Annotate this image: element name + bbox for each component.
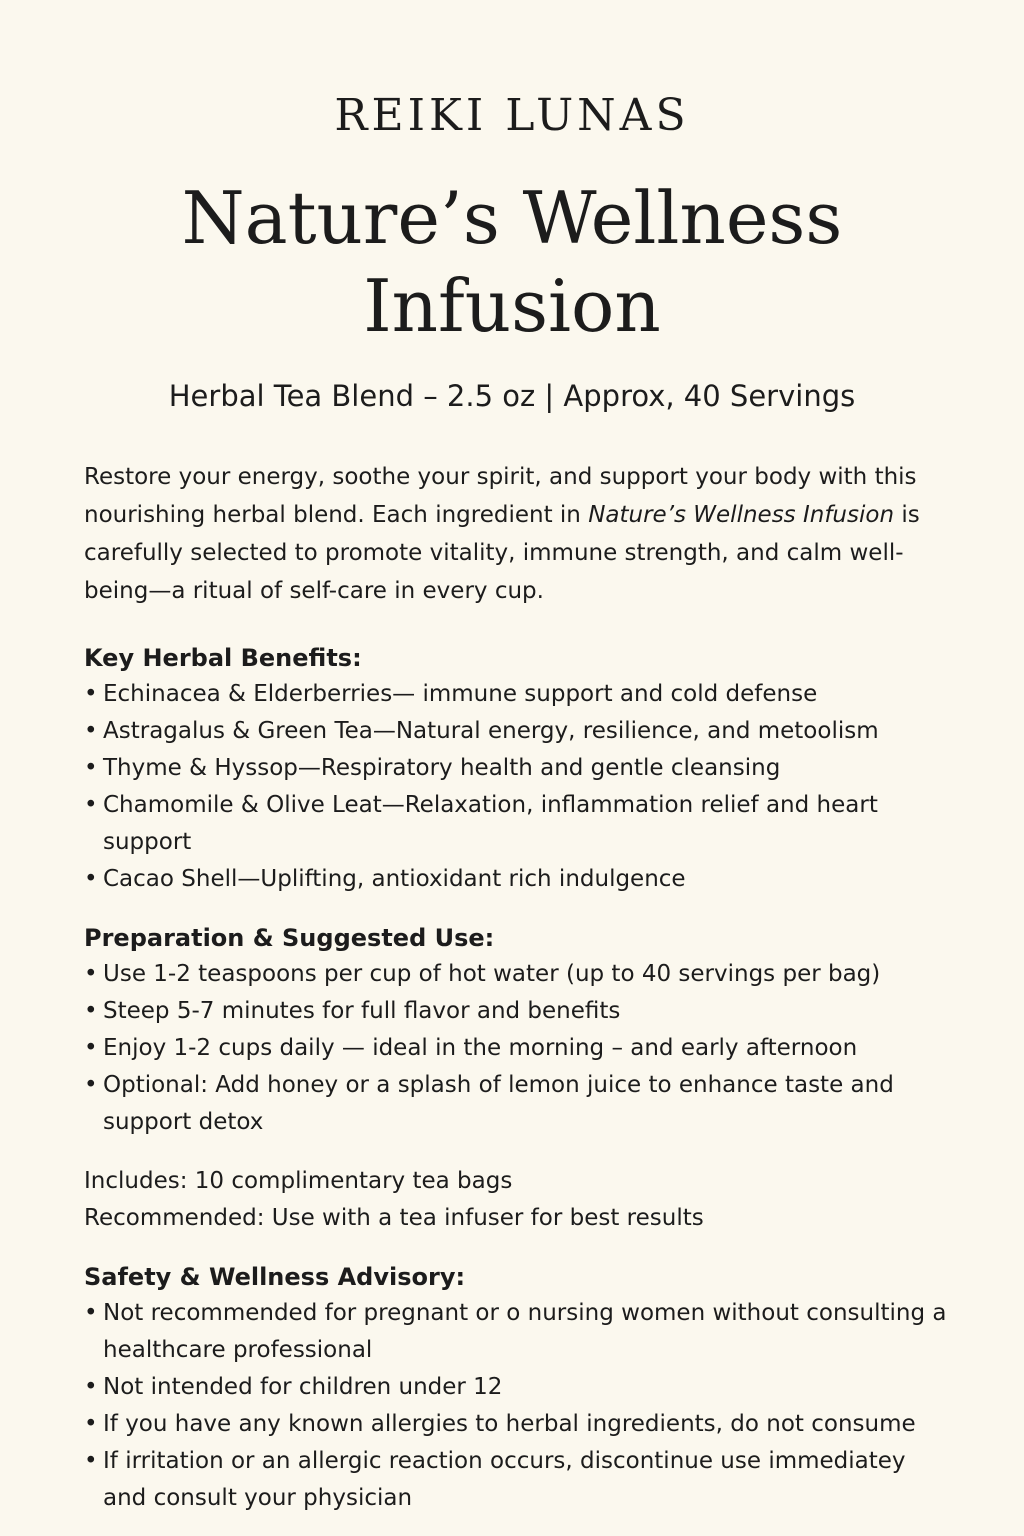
preparation-item: • Optional: Add honey or a splash of lemon juice to enhance taste and support detox bbox=[84, 1067, 953, 1141]
benefit-item: • Cacao Shell—Uplifting, antioxidant rich indulgence bbox=[84, 861, 953, 898]
intro-paragraph bbox=[84, 458, 934, 610]
safety-item: • If you have any known allergies to herbal ingredients, do not consume bbox=[84, 1406, 953, 1443]
preparation-section bbox=[84, 920, 964, 1141]
brand-name: REIKI LUNAS bbox=[334, 90, 690, 141]
recommended-text: Recommended: Use with a tea infuser for best results bbox=[84, 1205, 704, 1231]
benefit-item: • Chamomile & Olive Leat—Relaxation, inflammation relief and heart support bbox=[84, 787, 953, 861]
includes-block bbox=[84, 1163, 964, 1237]
safety-item: • Not intended for children under 12 bbox=[84, 1369, 953, 1406]
product-title-line-1: Nature’s Wellness bbox=[181, 176, 843, 260]
benefit-item: • Thyme & Hyssop—Respiratory health and gentle cleansing bbox=[84, 750, 953, 787]
intro-text-part-2: is carefully selected to promote vitality, immune strength, and calm well-being—a ritual of self-care in every cup. bbox=[84, 502, 920, 604]
benefit-item: • Astragalus & Green Tea—Natural energy, resilience, and metoolism bbox=[84, 713, 953, 750]
safety-list bbox=[84, 1295, 964, 1517]
preparation-item: • Enjoy 1-2 cups daily — ideal in the morning – and early afternoon bbox=[84, 1030, 953, 1067]
product-title-line-2: Infusion bbox=[363, 264, 661, 348]
preparation-item: • Steep 5-7 minutes for full flavor and benefits bbox=[84, 993, 953, 1030]
preparation-item: • Use 1-2 teaspoons per cup of hot water (up to 40 servings per bag) bbox=[84, 956, 953, 993]
product-title bbox=[0, 174, 1024, 350]
benefits-section bbox=[84, 640, 964, 898]
intro-product-name: Nature’s Wellness Infusion bbox=[588, 502, 895, 528]
safety-item: • If irritation or an allergic reaction occurs, discontinue use immediatey and consult your physician bbox=[84, 1443, 953, 1517]
preparation-list bbox=[84, 956, 964, 1141]
preparation-heading: Preparation & Suggested Use: bbox=[84, 924, 495, 952]
safety-item: • Not recommended for pregnant or o nursing women without consulting a healthcare professional bbox=[84, 1295, 983, 1369]
benefit-item: • Echinacea & Elderberries— immune support and cold defense bbox=[84, 676, 953, 713]
benefits-list bbox=[84, 676, 964, 898]
safety-heading: Safety & Wellness Advisory: bbox=[84, 1263, 466, 1291]
benefits-heading: Key Herbal Benefits: bbox=[84, 644, 362, 672]
intro-text-part-1: Restore your energy, soothe your spirit, and support your body with this nourishing herbal blend. Each ingredient in bbox=[84, 464, 917, 528]
product-subtitle: Herbal Tea Blend – 2.5 oz | Approx, 40 Servings bbox=[168, 379, 856, 413]
safety-section bbox=[84, 1259, 964, 1517]
includes-text: Includes: 10 complimentary tea bags bbox=[84, 1168, 513, 1194]
